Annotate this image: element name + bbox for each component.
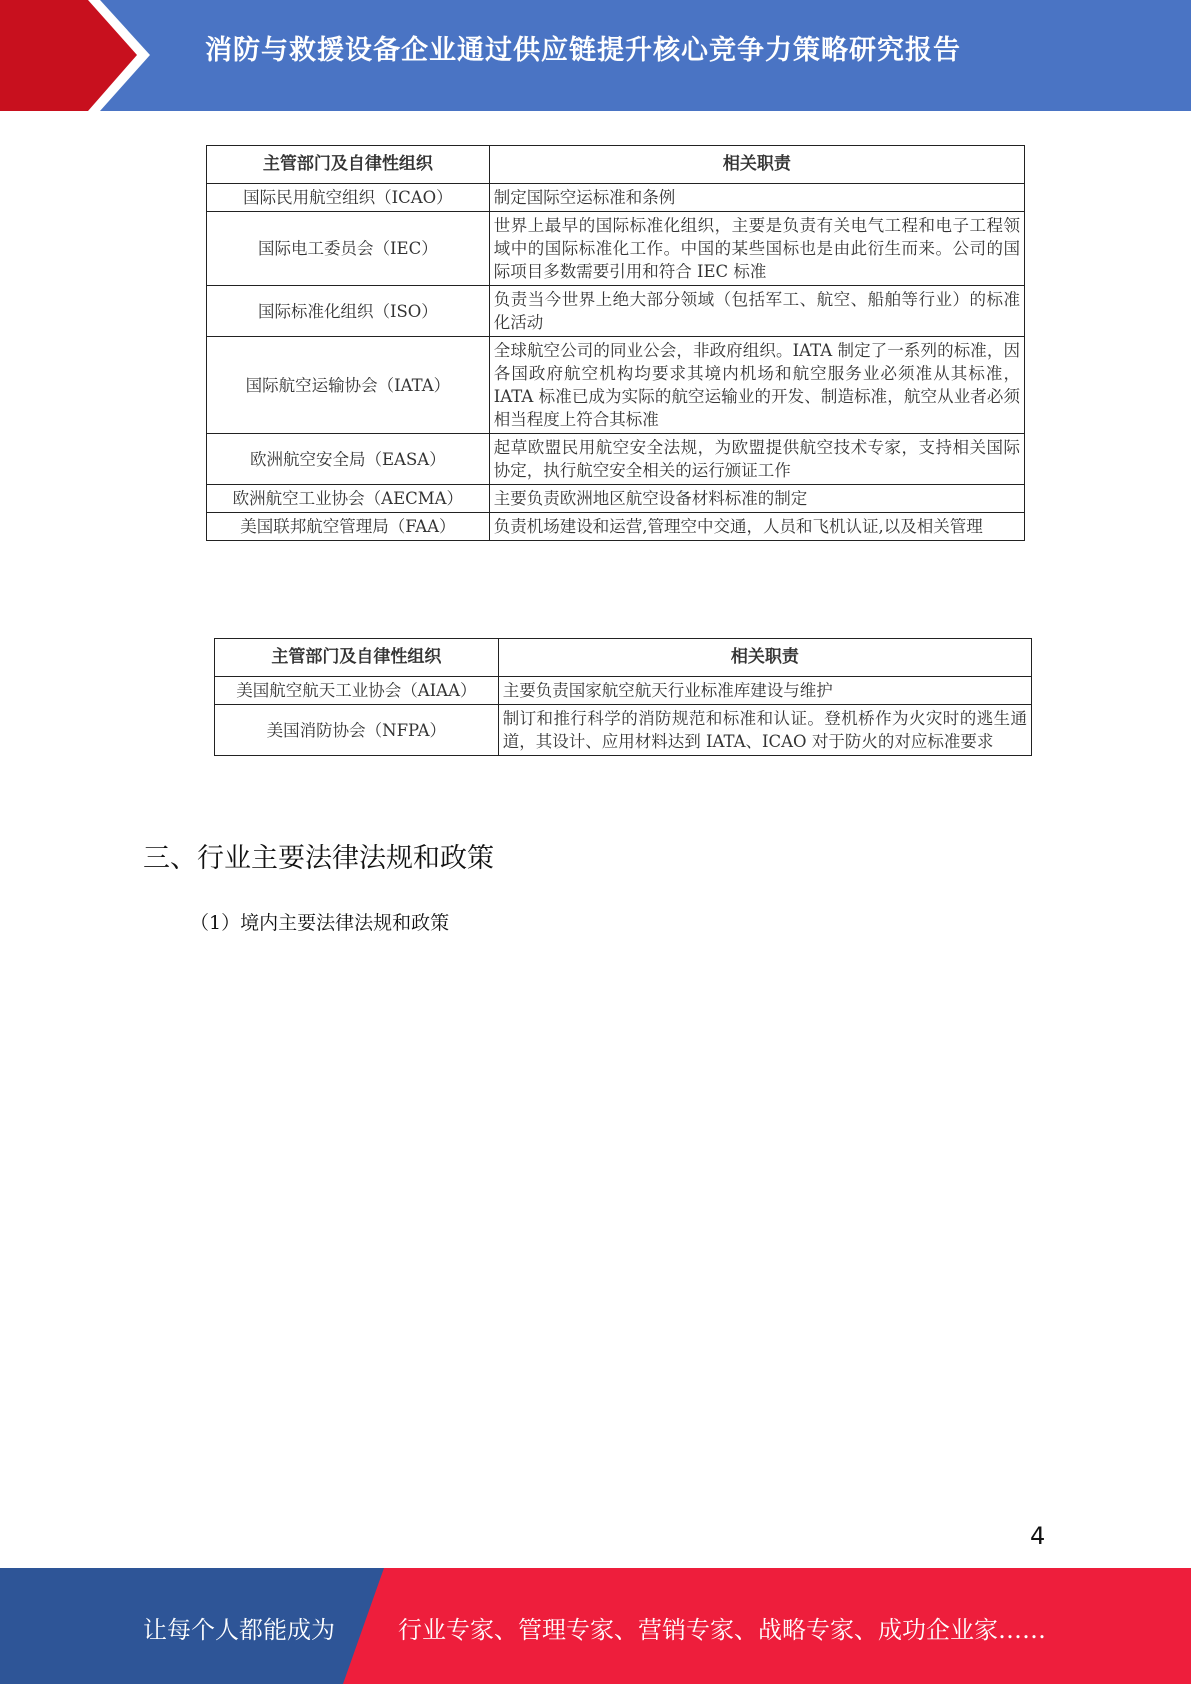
- column-header-duty: 相关职责: [489, 146, 1024, 184]
- duty-cell: 世界上最早的国际标准化组织，主要是负责有关电气工程和电子工程领域中的国际标准化工作。中国的某些国标也是由此衍生而来。公司的国际项目多数需要引用和符合 IEC 标准: [489, 212, 1024, 286]
- org-cell: 国际航空运输协会（IATA）: [207, 337, 490, 434]
- table-header-row: [207, 146, 1025, 184]
- footer-slogan-left: 让每个人都能成为: [143, 1616, 335, 1644]
- table-row: [207, 184, 1025, 212]
- footer-slogan-right: 行业专家、管理专家、营销专家、战略专家、成功企业家……: [398, 1616, 1046, 1644]
- regulators-table-1: [206, 145, 1025, 541]
- sub-heading: （1）境内主要法律法规和政策: [190, 912, 450, 934]
- org-cell: 美国联邦航空管理局（FAA）: [207, 513, 490, 541]
- duty-cell: 制订和推行科学的消防规范和标准和认证。登机桥作为火灾时的逃生通道，其设计、应用材料达到 IATA、ICAO 对于防火的对应标准要求: [498, 705, 1031, 756]
- table-row: [215, 677, 1032, 705]
- org-cell: 欧洲航空安全局（EASA）: [207, 434, 490, 485]
- page-footer: [0, 1568, 1191, 1684]
- org-cell: 美国航空航天工业协会（AIAA）: [215, 677, 499, 705]
- section-heading: 三、行业主要法律法规和政策: [143, 843, 494, 874]
- org-cell: 美国消防协会（NFPA）: [215, 705, 499, 756]
- duty-cell: 主要负责国家航空航天行业标准库建设与维护: [498, 677, 1031, 705]
- page-header: [0, 0, 1191, 111]
- org-cell: 国际电工委员会（IEC）: [207, 212, 490, 286]
- org-cell: 国际标准化组织（ISO）: [207, 286, 490, 337]
- org-cell: 欧洲航空工业协会（AECMA）: [207, 485, 490, 513]
- duty-cell: 负责当今世界上绝大部分领域（包括军工、航空、船舶等行业）的标准化活动: [489, 286, 1024, 337]
- chevron-red: [0, 0, 137, 111]
- column-header-duty: 相关职责: [498, 639, 1031, 677]
- org-cell: 国际民用航空组织（ICAO）: [207, 184, 490, 212]
- duty-cell: 起草欧盟民用航空安全法规，为欧盟提供航空技术专家，支持相关国际协定，执行航空安全相关的运行颁证工作: [489, 434, 1024, 485]
- table-row: [207, 485, 1025, 513]
- table-row: [207, 513, 1025, 541]
- column-header-org: 主管部门及自律性组织: [207, 146, 490, 184]
- report-title: 消防与救援设备企业通过供应链提升核心竞争力策略研究报告: [205, 35, 961, 66]
- duty-cell: 主要负责欧洲地区航空设备材料标准的制定: [489, 485, 1024, 513]
- regulators-table-2: [214, 638, 1032, 756]
- header-chevron-graphic: [0, 0, 160, 111]
- duty-cell: 负责机场建设和运营,管理空中交通，人员和飞机认证,以及相关管理: [489, 513, 1024, 541]
- column-header-org: 主管部门及自律性组织: [215, 639, 499, 677]
- duty-cell: 全球航空公司的同业公会，非政府组织。IATA 制定了一系列的标准，因各国政府航空机构均要求其境内机场和航空服务业必须准从其标准，IATA 标准已成为实际的航空运输业的开发、制造标准，航空从业者必须相当程度上符合其标准: [489, 337, 1024, 434]
- table-header-row: [215, 639, 1032, 677]
- duty-cell: 制定国际空运标准和条例: [489, 184, 1024, 212]
- page-number: 4: [1030, 1522, 1046, 1550]
- table-row: [207, 337, 1025, 434]
- table-row: [215, 705, 1032, 756]
- table-row: [207, 286, 1025, 337]
- table-row: [207, 434, 1025, 485]
- table-row: [207, 212, 1025, 286]
